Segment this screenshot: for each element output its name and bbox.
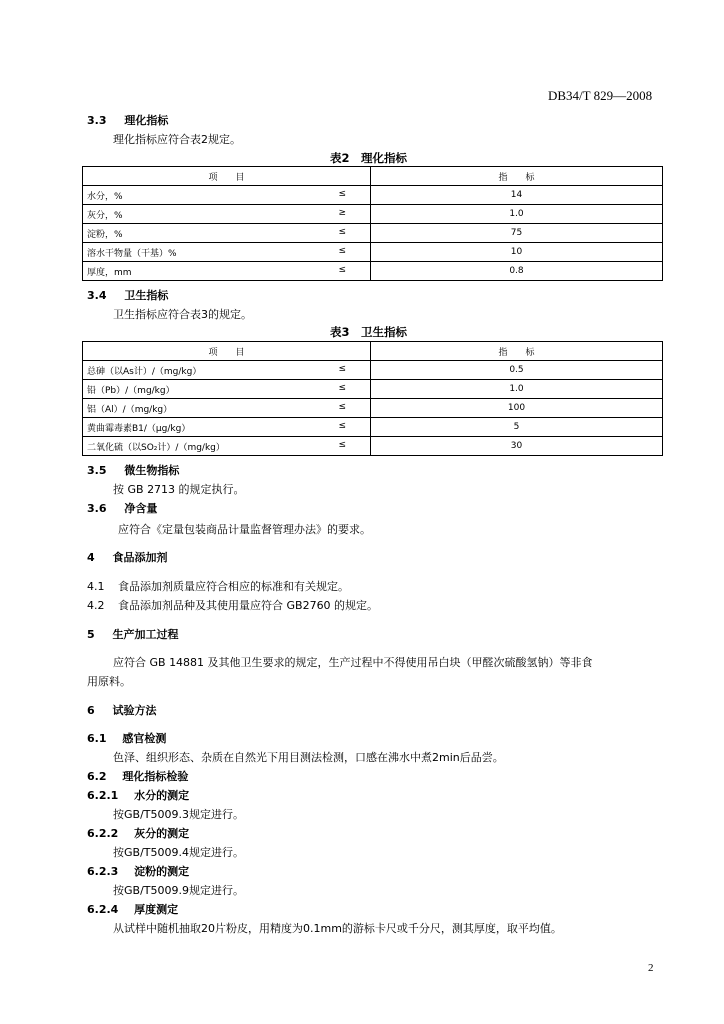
row-item: 水分，% ≤ [83, 186, 371, 205]
row-value: 1.0 [371, 205, 663, 224]
row-value: 100 [371, 399, 663, 418]
table-3-caption: 表3 卫生指标 [330, 325, 408, 339]
section-title: 厚度测定 [134, 903, 179, 916]
section-6-heading [87, 702, 157, 718]
table-row [83, 418, 663, 437]
section-title: 净含量 [124, 502, 158, 515]
section-5-text-line-1: 应符合 GB 14881 及其他卫生要求的规定，生产过程中不得使用吊白块（甲醛次硫酸氢钠）等非食 [113, 656, 593, 669]
table-row [83, 361, 663, 380]
row-value: 10 [371, 243, 663, 262]
section-5-heading [87, 626, 179, 642]
column-header-item: 项 目 [83, 342, 371, 361]
section-6-2-heading [87, 768, 188, 784]
row-value: 1.0 [371, 380, 663, 399]
section-title: 试验方法 [112, 704, 157, 717]
clause-number: 4.1 [87, 580, 105, 593]
section-6-2-4-text: 从试样中随机抽取20片粉皮，用精度为0.1mm的游标卡尺或千分尺，测其厚度，取平均值。 [113, 922, 562, 935]
section-title: 卫生指标 [124, 289, 169, 302]
row-value: 14 [371, 186, 663, 205]
table-row [83, 380, 663, 399]
section-number: 6.2.3 [87, 865, 119, 878]
section-title: 理化指标 [124, 114, 169, 127]
section-6-2-2-text: 按GB/T5009.4规定进行。 [113, 846, 244, 859]
section-number: 6.2.2 [87, 827, 119, 840]
section-4-heading [87, 549, 168, 565]
column-header-index: 指 标 [371, 342, 663, 361]
section-6-2-4-heading [87, 901, 178, 917]
row-item: 黄曲霉毒素B1/（μg/kg） ≤ [83, 418, 371, 437]
section-6-2-1-heading [87, 787, 189, 803]
section-6-2-2-heading [87, 825, 189, 841]
section-5-text-line-2: 用原料。 [87, 675, 131, 688]
section-number: 6.2 [87, 770, 107, 783]
column-header-index: 指 标 [371, 167, 663, 186]
section-title: 微生物指标 [124, 464, 180, 477]
row-value: 0.5 [371, 361, 663, 380]
table-3 [82, 341, 663, 456]
table-header-row [83, 342, 663, 361]
section-6-1-text: 色泽、组织形态、杂质在自然光下用目测法检测，口感在沸水中煮2min后品尝。 [113, 751, 504, 764]
section-title: 感官检测 [122, 732, 167, 745]
section-number: 3.5 [87, 464, 107, 477]
section-3-3-heading [87, 112, 168, 128]
section-6-2-3-heading [87, 863, 189, 879]
table-2-caption: 表2 理化指标 [330, 151, 408, 165]
section-title: 食品添加剂 [112, 551, 168, 564]
row-item: 铝（Al）/（mg/kg） ≤ [83, 399, 371, 418]
row-item: 灰分，% ≥ [83, 205, 371, 224]
table-row [83, 224, 663, 243]
section-title: 淀粉的测定 [134, 865, 190, 878]
table-2 [82, 166, 663, 281]
clause-4-2 [87, 597, 378, 613]
row-value: 30 [371, 437, 663, 456]
table-row [83, 186, 663, 205]
row-item: 总砷（以As计）/（mg/kg） ≤ [83, 361, 371, 380]
section-3-6-text: 应符合《定量包装商品计量监督管理办法》的要求。 [118, 523, 371, 536]
section-title: 生产加工过程 [112, 628, 179, 641]
section-6-2-1-text: 按GB/T5009.3规定进行。 [113, 808, 244, 821]
section-number: 6.1 [87, 732, 107, 745]
column-header-item: 项 目 [83, 167, 371, 186]
section-3-3-text: 理化指标应符合表2规定。 [113, 133, 241, 146]
section-title: 理化指标检验 [122, 770, 189, 783]
section-6-1-heading [87, 730, 166, 746]
row-value: 75 [371, 224, 663, 243]
section-number: 6.2.1 [87, 789, 119, 802]
section-number: 3.6 [87, 502, 107, 515]
table-row [83, 437, 663, 456]
row-item: 溶水干物量（干基）% ≤ [83, 243, 371, 262]
section-3-5-heading [87, 462, 179, 478]
section-title: 水分的测定 [134, 789, 190, 802]
page-number: 2 [648, 962, 654, 974]
section-3-4-text: 卫生指标应符合表3的规定。 [113, 308, 252, 321]
table-header-row [83, 167, 663, 186]
table-row [83, 243, 663, 262]
row-value: 5 [371, 418, 663, 437]
table-row [83, 399, 663, 418]
section-number: 4 [87, 551, 95, 564]
clause-4-1 [87, 578, 349, 594]
standard-code: DB34/T 829—2008 [548, 88, 653, 103]
section-title: 灰分的测定 [134, 827, 190, 840]
clause-number: 4.2 [87, 599, 105, 612]
section-number: 6.2.4 [87, 903, 119, 916]
section-number: 6 [87, 704, 95, 717]
row-item: 淀粉，% ≤ [83, 224, 371, 243]
section-number: 3.4 [87, 289, 107, 302]
row-value: 0.8 [371, 262, 663, 281]
clause-text: 食品添加剂质量应符合相应的标准和有关规定。 [118, 580, 349, 593]
section-3-5-text: 按 GB 2713 的规定执行。 [113, 483, 245, 496]
row-item: 厚度，mm ≤ [83, 262, 371, 281]
table-row [83, 262, 663, 281]
section-3-4-heading [87, 287, 168, 303]
section-6-2-3-text: 按GB/T5009.9规定进行。 [113, 884, 244, 897]
table-row [83, 205, 663, 224]
section-3-6-heading [87, 500, 157, 516]
row-item: 二氧化硫（以SO₂计）/（mg/kg） ≤ [83, 437, 371, 456]
section-number: 5 [87, 628, 95, 641]
clause-text: 食品添加剂品种及其使用量应符合 GB2760 的规定。 [118, 599, 379, 612]
row-item: 铅（Pb）/（mg/kg） ≤ [83, 380, 371, 399]
section-number: 3.3 [87, 114, 107, 127]
